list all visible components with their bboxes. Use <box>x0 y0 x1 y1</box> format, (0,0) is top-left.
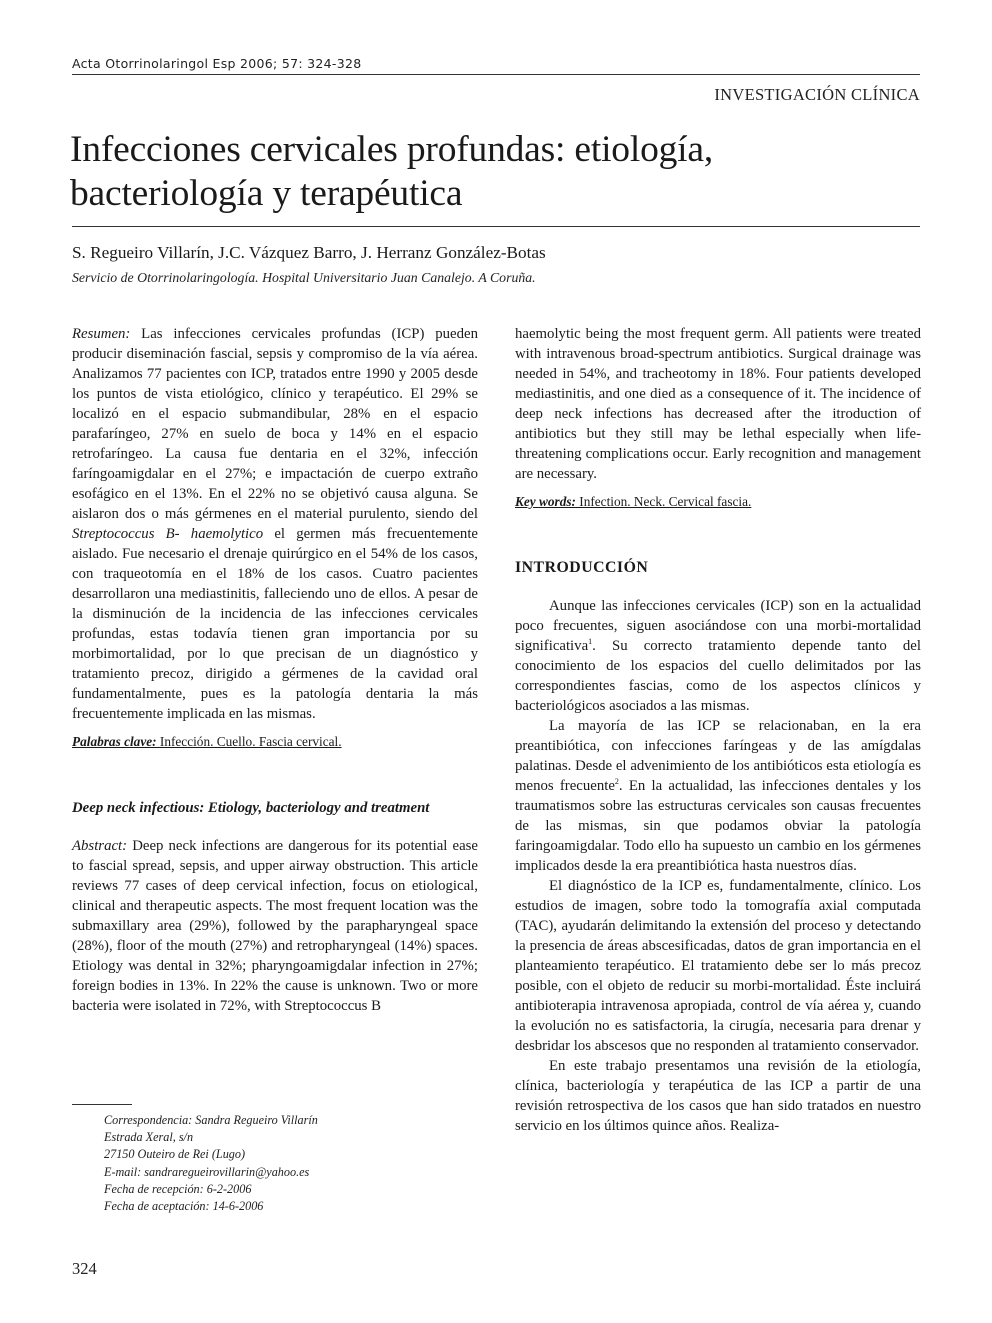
intro-paragraph-3: El diagnóstico de la ICP es, fundamentalmente, clínico. Los estudios de imagen, sobre todo la tomografía axial computada (TAC), ayudarán delimitando la extensión del proceso y detectando la presencia de áreas abscesificadas, datos de gran importancia en el planteamiento terapéutico. El tratamiento debe ser lo más precoz posible, con el objeto de reducir su morbi-mortalidad. Éste incluirá antibioterapia intravenosa apropiada, control de vía aérea y, cuando la evolución no es satisfactoria, la cirugía, necesaria para drenar y desbridar los abscesos que no responden al tratamiento conservador. <box>515 878 921 1054</box>
intro-heading: INTRODUCCIÓN <box>515 559 649 576</box>
resumen-paragraph <box>72 324 478 724</box>
p1-text-a: Aunque las infecciones cervicales (ICP) son en la actualidad poco frecuentes, siguen asociándose con una morbi-mortalidad significativa <box>515 598 921 654</box>
english-title: Deep neck infectious: Etiology, bacteriology and treatment <box>72 800 430 816</box>
key-words-label: Key words: <box>515 494 576 509</box>
resumen-label: Resumen: <box>72 326 131 342</box>
ref-1: 1 <box>588 637 593 647</box>
journal-citation: Acta Otorrinolaringol Esp 2006; 57: 324-328 <box>72 56 362 71</box>
ref-2: 2 <box>614 777 619 787</box>
footnote-line-3: 27150 Outeiro de Rei (Lugo) <box>104 1147 246 1162</box>
palabras-clave <box>72 732 478 752</box>
palabras-clave-text: Infección. Cuello. Fascia cervical. <box>156 734 342 749</box>
affiliation: Servicio de Otorrinolaringología. Hospital Universitario Juan Canalejo. A Coruña. <box>72 270 536 285</box>
correspondence-footnote <box>104 1112 318 1215</box>
abstract-paragraph <box>72 836 478 1016</box>
intro-paragraph-4: En este trabajo presentamos una revisión de la etiología, clínica, bacteriología y terapéutica de las ICP a partir de una revisión retrospectiva de los casos que han sido tratados en nuestro servicio en los últimos quince años. Realiza- <box>515 1058 921 1134</box>
intro-paragraph-2 <box>515 716 921 876</box>
footnote-rule <box>72 1104 132 1105</box>
article-title <box>70 128 930 216</box>
footnote-line-1: Correspondencia: Sandra Regueiro Villarín <box>104 1113 318 1127</box>
title-line-1: Infecciones cervicales profundas: etiología, <box>70 129 714 170</box>
palabras-clave-label: Palabras clave: <box>72 734 157 749</box>
footnote-accepted: Fecha de aceptación: 14-6-2006 <box>104 1199 264 1214</box>
abstract-label: Abstract: <box>72 838 128 854</box>
section-label: INVESTIGACIÓN CLÍNICA <box>714 85 920 104</box>
footnote-line-2: Estrada Xeral, s/n <box>104 1130 194 1145</box>
intro-paragraph-1 <box>515 596 921 716</box>
authors: S. Regueiro Villarín, J.C. Vázquez Barro, J. Herranz González-Botas <box>72 243 546 262</box>
page-number: 324 <box>72 1259 97 1278</box>
p2-text-b: . En la actualidad, las infecciones dentales y los traumatismos sobre las estructuras cervicales son causas frecuentes de las mismas, sin que podamos obviar la patología faringoamigdalar. Todo ello ha supuesto un cambio en los gérmenes implicados desde la era preantibiótica hasta nuestros días. <box>515 778 921 874</box>
title-line-2: bacteriología y terapéutica <box>70 173 463 214</box>
footnote-email: E-mail: sandraregueirovillarin@yahoo.es <box>104 1164 310 1179</box>
abstract-text: Deep neck infections are dangerous for its potential ease to fascial spread, sepsis, and upper airway obstruction. This article reviews 77 cases of deep cervical infection, focus on etiological, clinical and therapeutic aspects. The most frequent location was the submaxillary area (29%), followed by the parapharyngeal space (28%), floor of the mouth (27%) and retropharyngeal (14%) spaces. Etiology was dental in 32%; pharyngoamigdalar infection in 27%; foreign bodies in 13%. In 22% the cause is unknown. Two or more bacteria were isolated in 72%, with Streptococcus B <box>72 838 478 1014</box>
p1-text-b: . Su correcto tratamiento depende tanto del conocimiento de los espacios del cuello delimitados por las correspondientes fascias, como de los aspectos clínicos y bacteriológicos asociados a las mismas. <box>515 638 921 714</box>
key-words <box>515 492 921 512</box>
footnote-received: Fecha de recepción: 6-2-2006 <box>104 1181 252 1196</box>
p2-text-a: La mayoría de las ICP se relacionaban, en la era preantibiótica, con infecciones faríngeas y de las amígdalas palatinas. Desde el advenimiento de los antibióticos esta etiología es menos frecuente <box>515 718 921 794</box>
resumen-text-1: Las infecciones cervicales profundas (ICP) pueden producir diseminación fascial, sepsis y compromiso de la vía aérea. Analizamos 77 pacientes con ICP, tratados entre 1990 y 2005 desde los puntos de vista etiológico, clínico y terapéutico. El 29% se localizó en el espacio submandibular, 28% en el espacio parafaríngeo, 27% en suelo de boca y 14% en el espacio retrofaríngeo. La causa fue dentaria en el 32%, infección faríngoamigdalar en el 27%; e impactación de cuerpo extraño esofágico en el 13%. En el 22% no se objetivó causa alguna. Se aislaron dos o más gérmenes en el material purulento, siendo del <box>72 326 478 522</box>
left-column <box>72 324 478 1016</box>
title-rule <box>72 226 920 227</box>
resumen-text-2: el germen más frecuentemente aislado. Fue necesario el drenaje quirúrgico en el 54% de los casos, con traqueotomía en el 18% de los casos. Cuatro pacientes desarrollaron una mediastinitis, falleciendo uno de ellos. A pesar de la disminución de la incidencia de las infecciones cervicales profundas, estas todavía tienen gran importancia por su morbimortalidad, por lo que precisan de un diagnóstico y tratamiento precoz, dirigido a gérmenes de la cavidad oral fundamentalmente, pues es la patología dentaria la más frecuentemente implicada en las mismas. <box>72 526 478 722</box>
resumen-species: Streptococcus B- haemolytico <box>72 526 264 542</box>
abstract-continuation: haemolytic being the most frequent germ. All patients were treated with intravenous broad-spectrum antibiotics. Surgical drainage was needed in 54%, and tracheotomy in 18%. Four patients developed mediastinitis, and one died as a consequence of it. The incidence of deep neck infections has decreased after the itroduction of antibiotics but they still may be lethal especially when life-threatening complications occur. Early recognition and management are necessary. <box>515 326 921 482</box>
key-words-text: Infection. Neck. Cervical fascia. <box>575 494 752 509</box>
right-column <box>515 324 921 1136</box>
header-rule <box>72 74 920 75</box>
